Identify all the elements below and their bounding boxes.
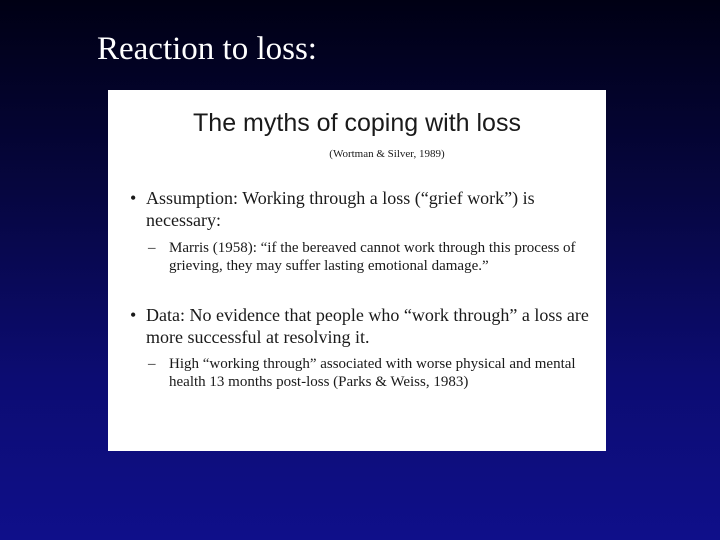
sub-bullet-text: Marris (1958): “if the bereaved cannot work through this process of grieving, they may suffer lasting emotional damage.” [169,240,576,274]
embedded-slide-title: The myths of coping with loss [193,109,521,137]
bullet-text: Assumption: Working through a loss (“grief work”) is necessary: [146,188,535,230]
bullet-text: Data: No evidence that people who “work through” a loss are more successful at resolving it. [146,305,589,347]
sub-bullet-item-parks-weiss [148,355,588,391]
bullet-marker: • [130,188,137,208]
sub-bullet-item-marris-quote [148,239,588,275]
bullet-marker: • [130,305,137,325]
sub-bullet-text: High “working through” associated with worse physical and mental health 13 months post-loss (Parks & Weiss, 1983) [169,356,576,390]
bullet-item-data [130,304,590,348]
embedded-slide-image [108,90,606,451]
bullet-item-assumption [130,187,590,231]
slide-title: Reaction to loss: [97,31,317,67]
sub-bullet-marker: – [148,356,156,372]
embedded-slide-citation: (Wortman & Silver, 1989) [329,148,445,160]
sub-bullet-marker: – [148,240,156,256]
